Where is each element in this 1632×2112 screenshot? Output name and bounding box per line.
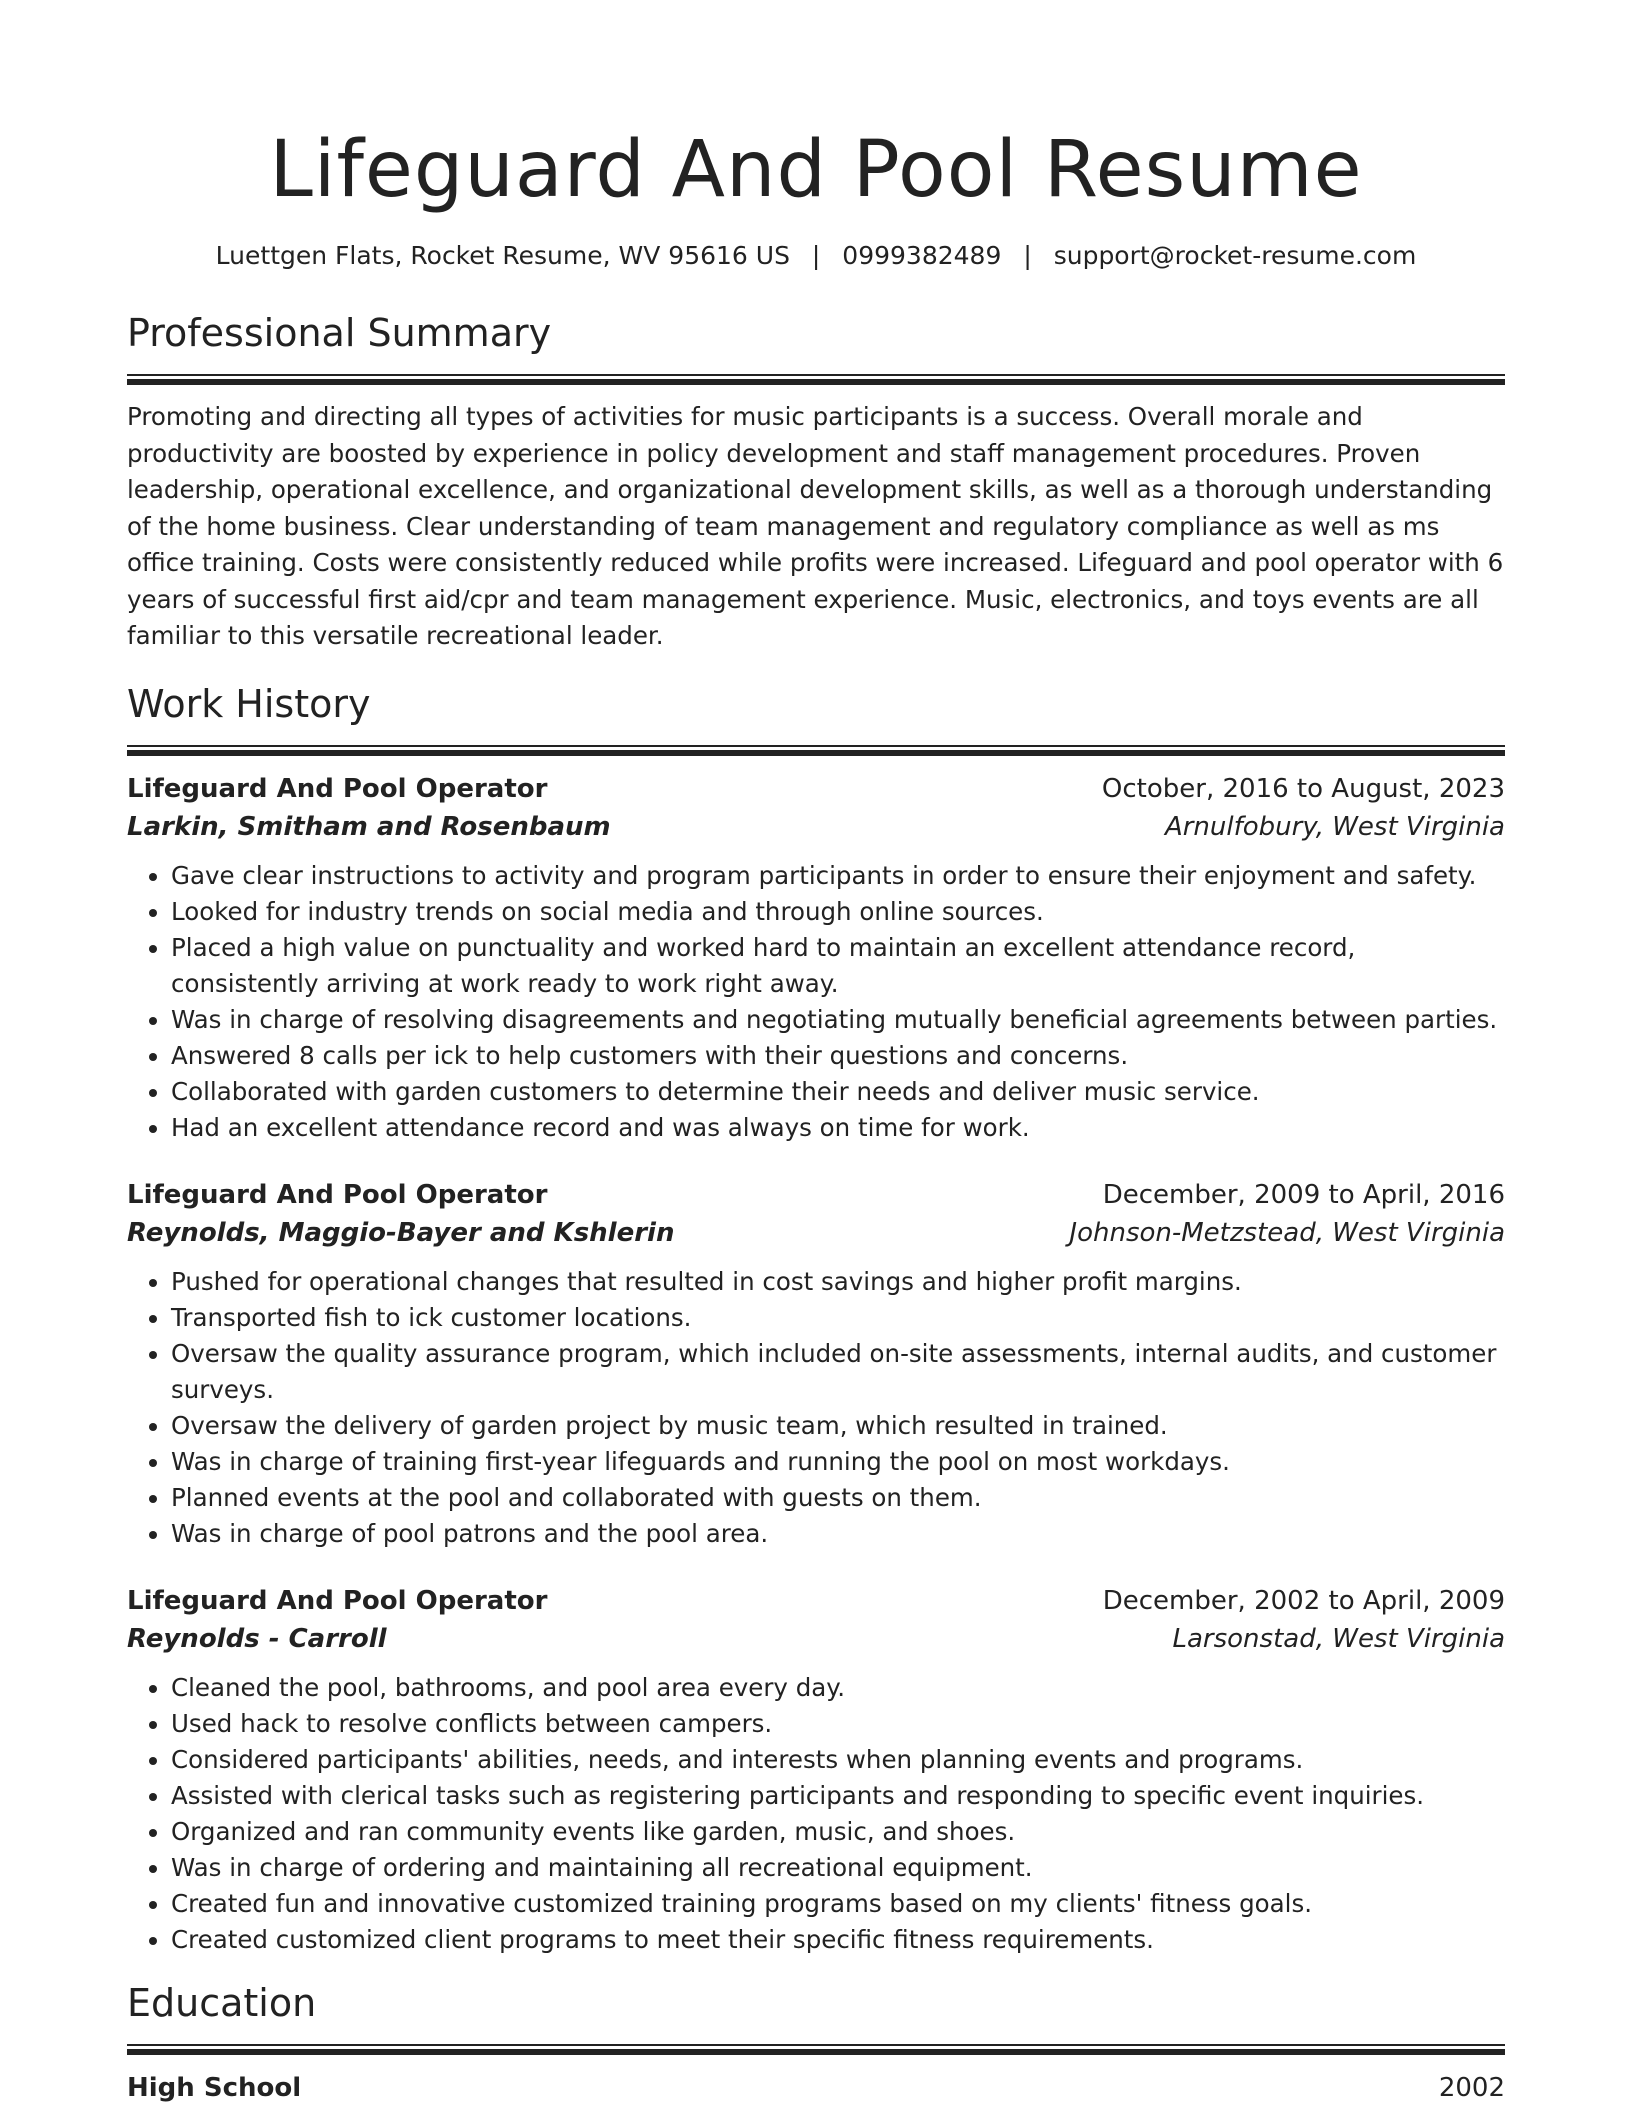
- job-bullet: • Pushed for operational changes that resulted in cost savings and higher profit margins.: [171, 1264, 1505, 1300]
- section-divider: [127, 745, 1505, 756]
- job-company: Reynolds, Maggio-Bayer and Kshlerin: [127, 1218, 675, 1248]
- job-list: [127, 770, 1505, 1958]
- education-section: [127, 1978, 1505, 2107]
- job-bullet: • Had an excellent attendance record and was always on time for work.: [171, 1110, 1505, 1146]
- job-bullet: • Considered participants' abilities, needs, and interests when planning events and programs.: [171, 1742, 1505, 1778]
- contact-address: Luettgen Flats, Rocket Resume, WV 95616 US: [215, 241, 790, 270]
- job-entry: [127, 1582, 1505, 1958]
- job-title: Lifeguard And Pool Operator: [127, 774, 548, 804]
- work-history-section: [127, 679, 1505, 1958]
- job-bullet: • Organized and ran community events like garden, music, and shoes.: [171, 1814, 1505, 1850]
- job-bullets: [127, 858, 1505, 1146]
- job-bullet: • Was in charge of resolving disagreements and negotiating mutually beneficial agreements between parties.: [171, 1002, 1505, 1038]
- section-divider: [127, 2044, 1505, 2055]
- summary-section: [127, 308, 1505, 655]
- job-dates: December, 2009 to April, 2016: [1102, 1180, 1505, 1210]
- job-header-row: [127, 1176, 1505, 1214]
- contact-email: support@rocket-resume.com: [1053, 241, 1417, 270]
- job-bullet: • Gave clear instructions to activity and program participants in order to ensure their enjoyment and safety.: [171, 858, 1505, 894]
- contact-separator: |: [811, 241, 821, 270]
- job-bullet: • Placed a high value on punctuality and worked hard to maintain an excellent attendance record, consistently arriving at work ready to work right away.: [171, 930, 1505, 1002]
- job-bullet: • Created customized client programs to meet their specific fitness requirements.: [171, 1922, 1505, 1958]
- job-company-row: [127, 808, 1505, 846]
- education-year: 2002: [1438, 2073, 1505, 2103]
- job-company-row: [127, 1620, 1505, 1658]
- job-bullets: [127, 1670, 1505, 1958]
- resume-content: [127, 118, 1505, 2107]
- job-bullet: • Oversaw the delivery of garden project by music team, which resulted in trained.: [171, 1408, 1505, 1444]
- job-header-row: [127, 1582, 1505, 1620]
- job-bullet: • Was in charge of ordering and maintaining all recreational equipment.: [171, 1850, 1505, 1886]
- job-company-row: [127, 1214, 1505, 1252]
- job-bullet: • Created fun and innovative customized training programs based on my clients' fitness goals.: [171, 1886, 1505, 1922]
- resume-title: Lifeguard And Pool Resume: [269, 125, 1363, 215]
- job-bullet: • Collaborated with garden customers to determine their needs and deliver music service.: [171, 1074, 1505, 1110]
- education-heading: Education: [127, 1981, 317, 2025]
- job-location: Larsonstad, West Virginia: [1172, 1624, 1505, 1654]
- job-bullet: • Transported fish to ick customer locations.: [171, 1300, 1505, 1336]
- job-title: Lifeguard And Pool Operator: [127, 1180, 548, 1210]
- job-bullet: • Looked for industry trends on social media and through online sources.: [171, 894, 1505, 930]
- job-dates: December, 2002 to April, 2009: [1102, 1586, 1505, 1616]
- job-dates: October, 2016 to August, 2023: [1101, 774, 1505, 804]
- job-title: Lifeguard And Pool Operator: [127, 1586, 548, 1616]
- job-bullets: [127, 1264, 1505, 1552]
- section-divider: [127, 374, 1505, 385]
- job-location: Arnulfobury, West Virginia: [1164, 812, 1505, 842]
- job-company: Larkin, Smitham and Rosenbaum: [127, 812, 611, 842]
- job-bullet: • Oversaw the quality assurance program, which included on-site assessments, internal audits, and customer surveys.: [171, 1336, 1505, 1408]
- summary-heading: Professional Summary: [127, 311, 552, 355]
- job-location: Johnson-Metzstead, West Virginia: [1069, 1218, 1505, 1248]
- job-bullet: • Was in charge of pool patrons and the pool area.: [171, 1516, 1505, 1552]
- job-bullet: • Was in charge of training first-year lifeguards and running the pool on most workdays.: [171, 1444, 1505, 1480]
- job-bullet: • Assisted with clerical tasks such as registering participants and responding to specific event inquiries.: [171, 1778, 1505, 1814]
- job-bullet: • Planned events at the pool and collaborated with guests on them.: [171, 1480, 1505, 1516]
- education-degree: High School: [127, 2073, 302, 2103]
- contact-line: [127, 238, 1505, 274]
- work-history-heading: Work History: [127, 682, 371, 726]
- education-entry: [127, 2069, 1505, 2107]
- job-header-row: [127, 770, 1505, 808]
- summary-text: Promoting and directing all types of activities for music participants is a success. Overall morale and productivity are boosted by experience in policy development and staff management procedures. Proven leadership, operational excellence, and organizational development skills, as well as a thorough understanding of the home business. Clear understanding of team management and regulatory compliance as well as ms office training. Costs were consistently reduced while profits were increased. Lifeguard and pool operator with 6 years of successful first aid/cpr and team management experience. Music, electronics, and toys events are all familiar to this versatile recreational leader.: [127, 402, 1504, 650]
- job-bullet: • Cleaned the pool, bathrooms, and pool area every day.: [171, 1670, 1505, 1706]
- job-entry: [127, 1176, 1505, 1552]
- contact-phone: 0999382489: [842, 241, 1002, 270]
- contact-separator: |: [1023, 241, 1032, 270]
- job-entry: [127, 770, 1505, 1146]
- job-company: Reynolds - Carroll: [127, 1624, 387, 1654]
- job-bullet: • Used hack to resolve conflicts between campers.: [171, 1706, 1505, 1742]
- job-bullet: • Answered 8 calls per ick to help customers with their questions and concerns.: [171, 1038, 1505, 1074]
